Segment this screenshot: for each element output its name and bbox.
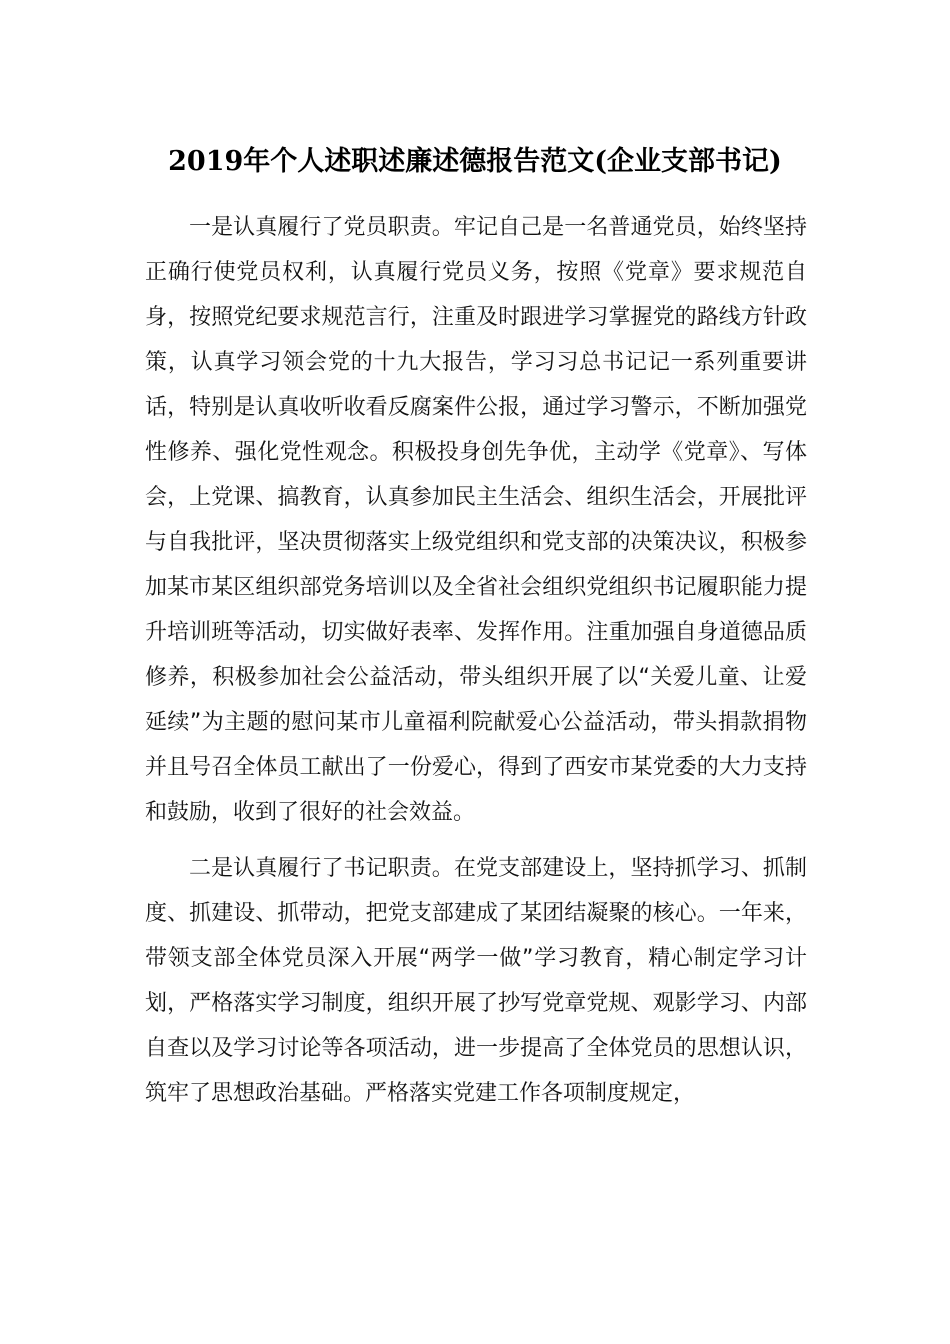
document-body [145, 205, 807, 1116]
document-title: 2019年个人述职述廉述德报告范文(企业支部书记) [168, 146, 782, 177]
paragraph-secretary-duties: 二是认真履行了书记职责。在党支部建设上，坚持抓学习、抓制度、抓建设、抓带动，把党支部建成了某团结凝聚的核心。一年来，带领支部全体党员深入开展“两学一做”学习教育，精心制定学习计划，严格落实学习制度，组织开展了抄写党章党规、观影学习、内部自查以及学习讨论等各项活动，进一步提高了全体党员的思想认识，筑牢了思想政治基础。严格落实党建工作各项制度规定， [145, 856, 807, 1106]
paragraph-party-member-duties: 一是认真履行了党员职责。牢记自己是一名普通党员，始终坚持正确行使党员权利，认真履行党员义务，按照《党章》要求规范自身，按照党纪要求规范言行，注重及时跟进学习掌握党的路线方针政策，认真学习领会党的十九大报告，学习习总书记记一系列重要讲话，特别是认真收听收看反腐案件公报，通过学习警示，不断加强党性修养、强化党性观念。积极投身创先争优，主动学《党章》、写体会，上党课、搞教育，认真参加民主生活会、组织生活会，开展批评与自我批评，坚决贯彻落实上级党组织和党支部的决策决议，积极参加某市某区组织部党务培训以及全省社会组织党组织书记履职能力提升培训班等活动，切实做好表率、发挥作用。注重加强自身道德品质修养，积极参加社会公益活动，带头组织开展了以“关爱儿童、让爱延续”为主题的慰问某市儿童福利院献爱心公益活动，带头捐款捐物并且号召全体员工献出了一份爱心，得到了西安市某党委的大力支持和鼓励，收到了很好的社会效益。 [145, 215, 807, 825]
